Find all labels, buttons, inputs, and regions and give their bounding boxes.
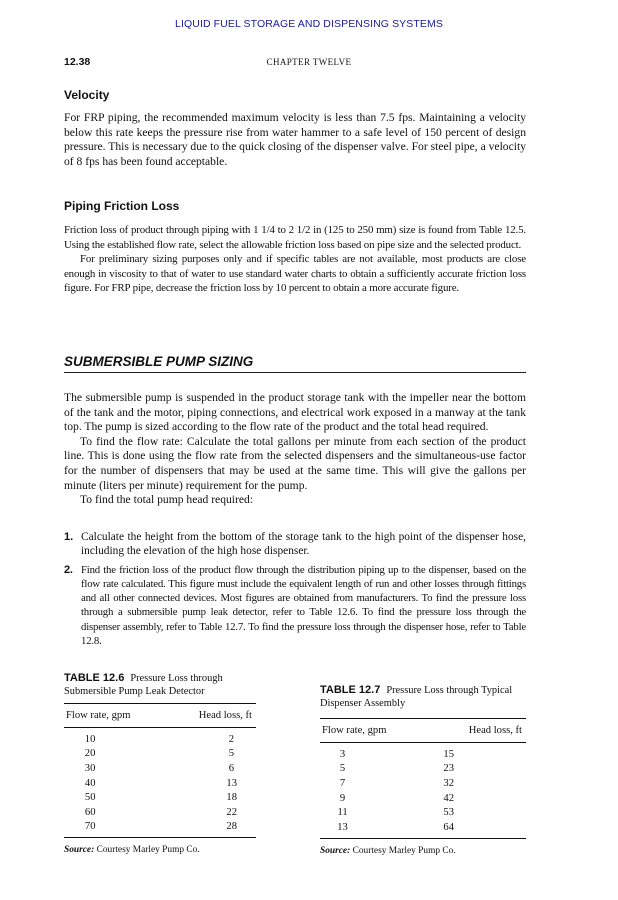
cell: 30	[84, 762, 96, 774]
table-body	[320, 743, 526, 838]
table-row	[64, 820, 256, 835]
list-item-number: 2.	[64, 563, 73, 576]
table-row	[64, 747, 256, 762]
cell: 70	[84, 821, 96, 833]
cell: 40	[84, 777, 96, 789]
cell: 15	[443, 748, 454, 760]
cell: 32	[443, 777, 454, 789]
pump-paragraphs	[64, 391, 526, 508]
friction-paragraphs	[64, 223, 526, 296]
cell: 3	[339, 748, 346, 760]
cell: 20	[84, 748, 96, 760]
cell: 11	[337, 807, 348, 819]
velocity-heading: Velocity	[64, 88, 110, 102]
cell: 18	[226, 792, 237, 804]
velocity-paragraph: For FRP piping, the recommended maximum velocity is less than 7.5 fps. Maintaining a velocity below this rate keeps the pressure rise from water hammer to a safe level of 150 percent of design pressure. This is necessary due to the quick closing of the dispenser valve. For steel pipe, a velocity of 8 fps has been found acceptable.	[64, 111, 526, 168]
cell: 50	[84, 792, 96, 804]
table-row	[64, 776, 256, 791]
list-item-number: 1.	[64, 531, 74, 543]
table-title: Pressure Loss through Typical Dispenser Assembly	[320, 685, 513, 709]
pump-paragraph-1: The submersible pump is suspended in the product storage tank with the impeller near the bottom of the tank and the motor, piping connections, and electrical work exposed in a manway at the tank top. The pump is sized according to the flow rate of the product and the total head required.	[64, 391, 526, 434]
col-flow-rate: Flow rate, gpm	[322, 725, 387, 736]
cell: 13	[337, 821, 348, 833]
friction-paragraph-1: Friction loss of product through piping with 1 1/4 to 2 1/2 in (125 to 250 mm) size is found from Table 12.5. Using the established flow rate, select the allowable friction loss based on pipe size and the selected product.	[64, 224, 526, 251]
table-header	[320, 719, 526, 742]
table-caption	[64, 672, 256, 698]
cell: 53	[443, 807, 454, 819]
cell: 22	[226, 806, 237, 818]
source-text: Courtesy Marley Pump Co.	[352, 845, 456, 856]
table-row	[64, 790, 256, 805]
list-item-text: Calculate the height from the bottom of the storage tank to the high point of the dispenser hose, including the elevation of the high hose dispenser.	[81, 531, 526, 558]
source-label: Source:	[320, 845, 351, 856]
cell: 6	[228, 762, 234, 774]
table-caption	[320, 684, 526, 710]
pump-paragraph-3: To find the total pump head required:	[80, 493, 254, 507]
table-row	[64, 805, 256, 820]
list-item	[64, 530, 526, 559]
cell: 9	[339, 792, 346, 804]
source-text: Courtesy Marley Pump Co.	[96, 845, 200, 856]
table-row	[320, 820, 526, 835]
table-title: Pressure Loss through Submersible Pump Leak Detector	[64, 673, 223, 697]
cell: 64	[443, 821, 454, 833]
table-row	[320, 747, 526, 762]
table-label: TABLE 12.6	[64, 672, 125, 684]
table-source	[320, 846, 526, 856]
cell: 28	[226, 821, 237, 833]
running-head: LIQUID FUEL STORAGE AND DISPENSING SYSTEMS	[175, 18, 443, 30]
table-row	[320, 805, 526, 820]
table-source	[64, 845, 256, 855]
cell: 13	[226, 777, 237, 789]
table-row	[320, 791, 526, 806]
pump-sizing-heading: SUBMERSIBLE PUMP SIZING	[64, 354, 526, 373]
col-head-loss: Head loss, ft	[198, 710, 252, 721]
table-12-6	[64, 672, 256, 855]
cell: 5	[228, 748, 234, 760]
pump-head-steps	[64, 530, 526, 648]
table-bottom-rule	[64, 837, 256, 838]
table-row	[320, 762, 526, 777]
cell: 10	[84, 733, 96, 745]
table-row	[320, 776, 526, 791]
source-label: Source:	[64, 845, 95, 856]
chapter-title: CHAPTER TWELVE	[266, 57, 352, 67]
table-body	[64, 728, 256, 837]
pump-paragraph-2: To find the flow rate: Calculate the total gallons per minute from each section of the product line. This is done using the flow rate from the selected dispensers and the simultaneous-use factor for the number of dispensers that may be used at the same time. This will give the gallons per minute (liters per minute) requirement for the pump.	[64, 434, 526, 492]
cell: 60	[84, 806, 96, 818]
friction-paragraph-2: For preliminary sizing purposes only and if specific tables are not available, most products are close enough in viscosity to that of water to use standard water charts to obtain a sufficiently accurate friction loss figure. For FRP pipe, decrease the friction loss by 10 percent to obtain a more accurate figure.	[64, 253, 526, 295]
cell: 42	[443, 792, 454, 804]
table-12-7	[320, 684, 526, 856]
page-number: 12.38	[64, 56, 91, 68]
cell: 23	[443, 763, 454, 775]
list-item-text: Find the friction loss of the product flow through the distribution piping up to the dispenser, based on the flow rate calculated. This figure must include the equivalent length of run and other losses through fittings and all other connected devices. Most figures are obtained from manufacturers. To find the pressure loss through a submersible pump leak detector, refer to Table 12.6. To find the pressure loss through the dispenser assembly, refer to Table 12.7. To find the pressure loss through the dispenser hose, refer to Table 12.8.	[81, 563, 526, 647]
table-row	[64, 761, 256, 776]
table-row	[64, 732, 256, 747]
table-label: TABLE 12.7	[320, 684, 381, 696]
cell: 7	[339, 777, 346, 789]
list-item	[64, 563, 526, 648]
cell: 5	[339, 763, 346, 775]
friction-heading: Piping Friction Loss	[64, 199, 180, 213]
table-bottom-rule	[320, 838, 526, 839]
cell: 2	[228, 733, 234, 745]
table-header	[64, 704, 256, 727]
col-flow-rate: Flow rate, gpm	[66, 710, 131, 721]
col-head-loss: Head loss, ft	[468, 725, 522, 736]
